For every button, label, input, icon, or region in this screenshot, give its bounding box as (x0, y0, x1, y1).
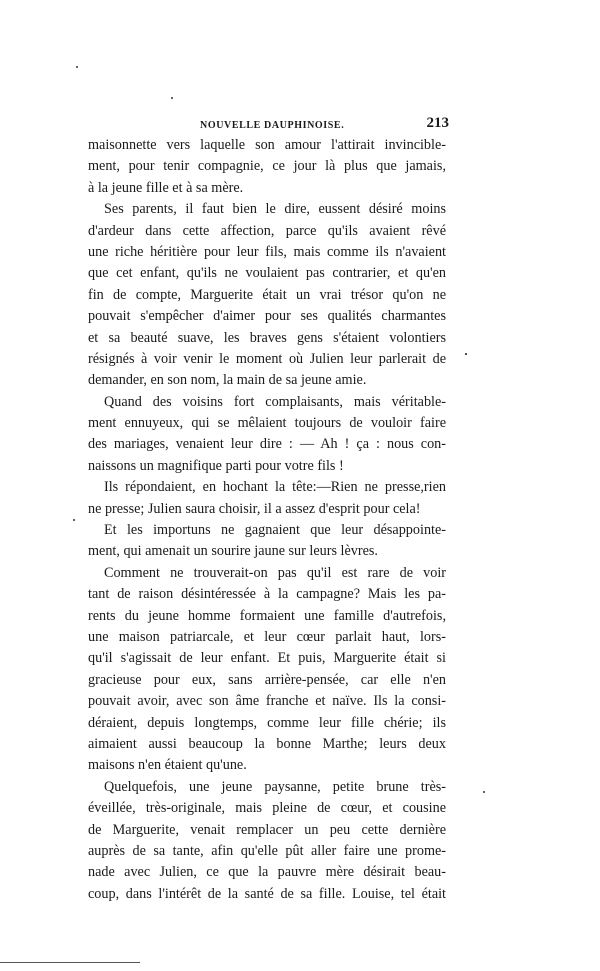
text-line: qu'il s'agissait de leur enfant. Et puis, Marguerite était si (88, 650, 446, 667)
text-line: résignés à voir venir le moment où Julien leur parlerait de (88, 350, 446, 367)
text-line: Ils répondaient, en hochant la tête:—Rien ne presse,rien (104, 479, 446, 496)
text-line: à la jeune fille et à sa mère. (88, 179, 244, 196)
bottom-rule (0, 962, 140, 963)
text-line: pouvait s'empêcher d'aimer pour ses qualités charmantes (88, 308, 446, 325)
text-line: et sa beauté suave, les braves gens s'étaient volontiers (88, 329, 446, 346)
text-line: demander, en son nom, la main de sa jeune amie. (88, 372, 367, 389)
text-line: Comment ne trouverait-on pas qu'il est rare de voir (104, 564, 446, 581)
text-line: une riche héritière pour leur fils, mais comme ils n'avaient (88, 243, 446, 260)
ink-speck (483, 791, 485, 793)
text-line: naissons un magnifique parti pour votre fils ! (88, 457, 344, 474)
text-line: des mariages, venaient leur dire : — Ah ! ça : nous con- (88, 436, 446, 453)
text-line: ment, pour tenir compagnie, ce jour là plus que jamais, (88, 158, 446, 175)
text-line: ment, qui amenait un sourire jaune sur leurs lèvres. (88, 543, 378, 560)
text-line: de Marguerite, venait remplacer un peu cette dernière (88, 821, 446, 838)
text-line: Et les importuns ne gagnaient que leur désappointe- (104, 522, 446, 539)
text-line: pouvait avoir, avec son âme franche et naïve. Ils la consi- (88, 693, 446, 710)
running-title: NOUVELLE DAUPHINOISE. (200, 120, 345, 131)
text-line: d'ardeur dans cette affection, parce qu'ils avaient rêvé (88, 222, 446, 239)
text-line: éveillée, très-originale, mais pleine de cœur, et cousine (88, 800, 446, 817)
text-line: rents du jeune homme formaient une famille d'autrefois, (88, 607, 446, 624)
text-line: déraient, depuis longtemps, comme leur fille chérie; ils (88, 714, 446, 731)
text-line: tant de raison désintéressée à la campagne? Mais les pa- (88, 586, 446, 603)
text-line: fin de compte, Marguerite était un vrai trésor qu'on ne (88, 286, 446, 303)
text-line: Quelquefois, une jeune paysanne, petite brune très- (104, 778, 446, 795)
text-line: gracieuse pour eux, sans arrière-pensée, car elle n'en (88, 671, 446, 688)
body-text (88, 135, 446, 905)
text-line: ment ennuyeux, qui se mêlaient toujours de vouloir faire (88, 415, 446, 432)
ink-speck (465, 353, 467, 355)
text-line: que cet enfant, qu'ils ne voulaient pas contrarier, et qu'en (88, 265, 446, 282)
ink-speck (73, 519, 75, 521)
page-number: 213 (426, 115, 449, 131)
ink-speck (76, 66, 78, 68)
text-line: nade avec Julien, ce que la pauvre mère désirait beau- (88, 864, 446, 881)
text-line: maisonnette vers laquelle son amour l'attirait invincible- (88, 137, 446, 153)
text-line: une maison patriarcale, et leur cœur parlait haut, lors- (88, 628, 446, 645)
text-line: Quand des voisins fort complaisants, mais véritable- (104, 393, 446, 410)
text-line: Ses parents, il faut bien le dire, eussent désiré moins (104, 201, 446, 218)
text-line: coup, dans l'intérêt de la santé de sa fille. Louise, tel était (88, 885, 446, 902)
ink-speck (171, 97, 173, 99)
text-line: auprès de sa tante, afin qu'elle pût aller faire une prome- (88, 842, 446, 859)
text-line: maisons n'en étaient qu'une. (88, 757, 247, 774)
text-line: aimaient aussi beaucoup la bonne Marthe; leurs deux (88, 735, 446, 752)
text-line: ne presse; Julien saura choisir, il a assez d'esprit pour cela! (88, 500, 421, 517)
